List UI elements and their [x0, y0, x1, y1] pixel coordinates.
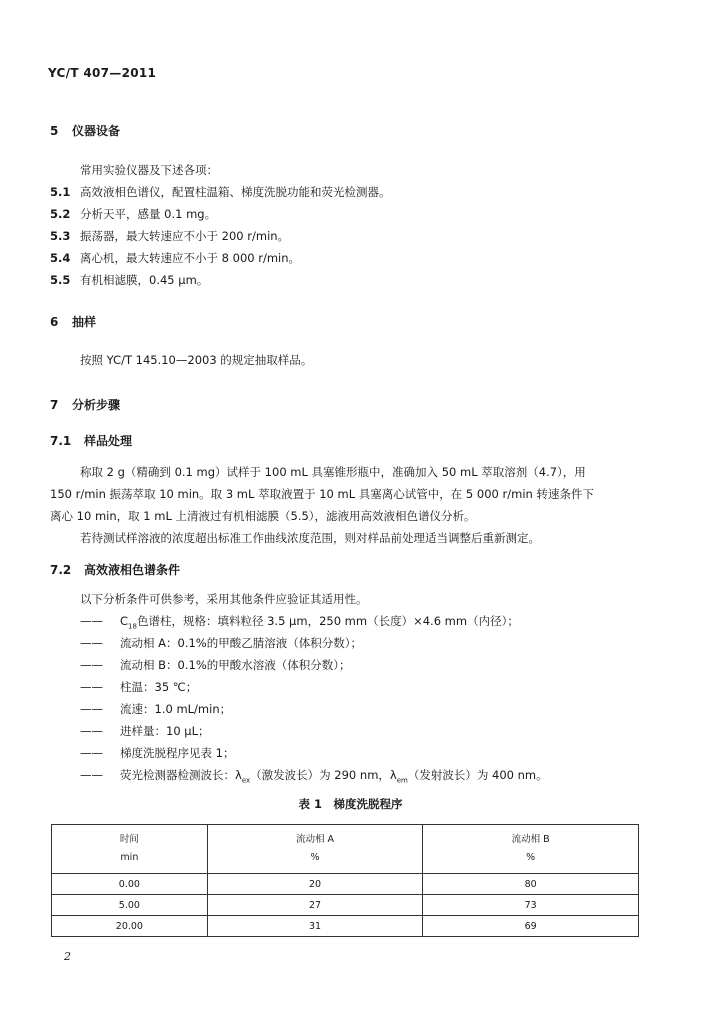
dash-marker: ——: [80, 746, 103, 760]
item-text: 高效液相色谱仪，配置柱温箱、梯度洗脱功能和荧光检测器。: [80, 185, 391, 199]
subscript: ex: [241, 776, 251, 785]
condition-mobile-phase-b: [80, 657, 351, 673]
header-cell-phase-a: [207, 825, 423, 874]
dash-marker: ——: [80, 658, 103, 672]
header-label: 流动相 A: [296, 834, 335, 845]
condition-mobile-phase-a: [80, 635, 362, 651]
item-5-5: [50, 272, 208, 288]
condition-text: 进样量：10 μL；: [120, 724, 210, 738]
condition-text: C: [120, 614, 129, 628]
section-7-1-heading: [50, 432, 132, 449]
section-number: 6: [50, 315, 59, 329]
item-5-2: [50, 206, 216, 222]
condition-text: （发射波长）为 400 nm。: [407, 768, 548, 782]
page-number: 2: [64, 950, 71, 963]
condition-gradient-ref: [80, 745, 234, 761]
header-cell-time: [52, 825, 208, 874]
section-number: 7.2: [50, 563, 72, 577]
section-title: 高效液相色谱条件: [84, 563, 181, 577]
section-number: 5: [50, 124, 59, 138]
standard-code-header: YC/T 407—2011: [48, 66, 157, 80]
condition-text: 流速：1.0 mL/min；: [120, 702, 232, 716]
condition-column-temp: [80, 679, 197, 695]
gradient-elution-table: [51, 824, 639, 937]
subscript: 18: [128, 622, 137, 631]
item-text: 有机相滤膜，0.45 μm。: [80, 273, 209, 287]
table-cell: 31: [207, 916, 423, 937]
header-unit: min: [120, 852, 139, 863]
section-7-heading: [50, 396, 120, 413]
condition-text: 梯度洗脱程序见表 1；: [120, 746, 235, 760]
item-number: 5.3: [50, 229, 71, 243]
section-5-heading: [50, 122, 120, 139]
table-caption: 表 1 梯度洗脱程序: [298, 797, 403, 811]
dash-marker: ——: [80, 614, 103, 628]
item-5-3: [50, 228, 289, 244]
section-title: 分析步骤: [72, 398, 121, 412]
dash-marker: ——: [80, 680, 103, 694]
table-cell: 5.00: [52, 895, 208, 916]
subscript: em: [396, 776, 408, 785]
sample-processing-line-1: 称取 2 g（精确到 0.1 mg）试样于 100 mL 具塞锥形瓶中，准确加入 50 mL 萃取溶剂（4.7），用: [80, 465, 586, 479]
header-unit: %: [526, 852, 536, 863]
table-row: [52, 874, 639, 895]
table-cell: 27: [207, 895, 423, 916]
section-6-heading: [50, 313, 96, 330]
condition-text: 色谱柱，规格：填料粒径 3.5 μm，250 mm（长度）×4.6 mm（内径）；: [136, 614, 519, 628]
item-number: 5.5: [50, 273, 71, 287]
item-number: 5.4: [50, 251, 71, 265]
section-title: 抽样: [72, 315, 97, 329]
header-label: 时间: [119, 834, 139, 845]
header-cell-phase-b: [423, 825, 639, 874]
table-cell: 69: [423, 916, 639, 937]
item-5-4: [50, 250, 300, 266]
table-cell: 20.00: [52, 916, 208, 937]
sample-processing-note: 若待测试样溶液的浓度超出标准工作曲线浓度范围，则对样品前处理适当调整后重新测定。: [80, 531, 540, 545]
item-text: 离心机，最大转速应不小于 8 000 r/min。: [80, 251, 301, 265]
header-unit: %: [310, 852, 320, 863]
item-5-1: [50, 184, 391, 200]
condition-text: 流动相 A：0.1%的甲酸乙腈溶液（体积分数）；: [120, 636, 362, 650]
table-cell: 73: [423, 895, 639, 916]
condition-text: 流动相 B：0.1%的甲酸水溶液（体积分数）；: [120, 658, 351, 672]
condition-fluorescence-wavelength: [80, 767, 548, 784]
header-label: 流动相 B: [511, 834, 550, 845]
table-cell: 80: [423, 874, 639, 895]
condition-text: 荧光检测器检测波长：λ: [120, 768, 242, 782]
condition-column: [80, 613, 519, 630]
dash-marker: ——: [80, 768, 103, 782]
section-6-text: 按照 YC/T 145.10—2003 的规定抽取样品。: [80, 353, 313, 367]
item-text: 振荡器，最大转速应不小于 200 r/min。: [80, 229, 290, 243]
dash-marker: ——: [80, 702, 103, 716]
item-text: 分析天平，感量 0.1 mg。: [80, 207, 217, 221]
dash-marker: ——: [80, 636, 103, 650]
dash-marker: ——: [80, 724, 103, 738]
table-row: [52, 916, 639, 937]
condition-injection-volume: [80, 723, 210, 739]
item-number: 5.2: [50, 207, 71, 221]
sample-processing-line-3: 离心 10 min，取 1 mL 上清液过有机相滤膜（5.5），滤液用高效液相色谱仪分析。: [50, 509, 476, 523]
table-row: [52, 895, 639, 916]
section-5-intro: 常用实验仪器及下述各项：: [80, 163, 218, 177]
item-number: 5.1: [50, 185, 71, 199]
section-title: 仪器设备: [72, 124, 121, 138]
section-number: 7: [50, 398, 59, 412]
hplc-conditions-intro: 以下分析条件可供参考，采用其他条件应验证其适用性。: [80, 592, 368, 606]
condition-text: （激发波长）为 290 nm，λ: [250, 768, 397, 782]
table-cell: 20: [207, 874, 423, 895]
condition-text: 柱温：35 ℃；: [120, 680, 198, 694]
section-7-2-heading: [50, 561, 180, 578]
condition-flow-rate: [80, 701, 231, 717]
section-title: 样品处理: [84, 434, 133, 448]
table-header-row: [52, 825, 639, 874]
sample-processing-line-2: 150 r/min 振荡萃取 10 min。取 3 mL 萃取液置于 10 mL 具塞离心试管中，在 5 000 r/min 转速条件下: [50, 487, 594, 501]
table-cell: 0.00: [52, 874, 208, 895]
section-number: 7.1: [50, 434, 72, 448]
